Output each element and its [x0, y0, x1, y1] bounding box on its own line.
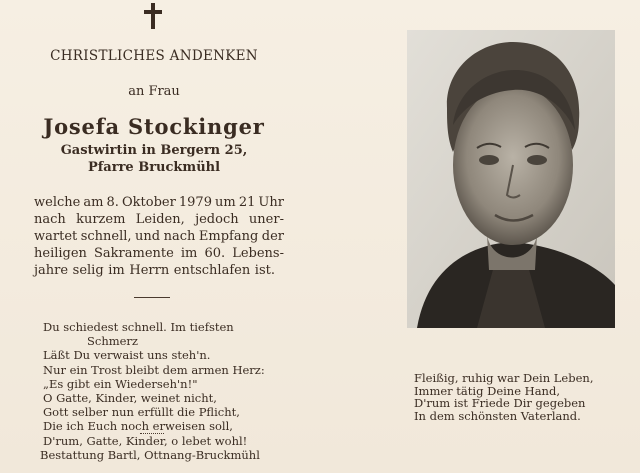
notice-word: 8. [106, 195, 119, 210]
notice-word: heiligen [34, 246, 87, 261]
notice-word: nach [163, 229, 196, 244]
notice-word: schnell, [80, 229, 132, 244]
cross-icon [143, 3, 163, 29]
poem-line: Läßt Du verwaist uns steh'n. [43, 348, 211, 363]
notice-word: jahre [34, 263, 69, 278]
death-notice [34, 194, 284, 279]
verse-line: D'rum ist Friede Dir gegeben [414, 396, 586, 411]
salutation: an Frau [128, 84, 180, 99]
poem [43, 320, 293, 448]
poem-line: O Gatte, Kinder, weinet nicht, [43, 391, 217, 406]
poem-line: Gott selber nun erfüllt die Pflicht, [43, 405, 240, 420]
notice-word: 60. [204, 246, 226, 261]
occupation-line-1: Gastwirtin in Bergern 25, [60, 143, 248, 158]
divider-line [134, 297, 170, 298]
notice-word: der [261, 229, 284, 244]
verse [414, 372, 593, 422]
notice-word: 21 [238, 195, 256, 210]
notice-word: Lebens- [232, 246, 284, 261]
notice-word: selig [72, 263, 104, 278]
notice-word: im [108, 263, 125, 278]
poem-line: Du schiedest schnell. Im tiefsten [43, 320, 234, 334]
notice-word: 1979 [178, 195, 212, 210]
notice-word: ist. [254, 263, 275, 278]
notice-word: welche [34, 195, 81, 210]
notice-word: um [215, 195, 236, 210]
notice-word: Empfang [198, 229, 259, 244]
notice-word: entschlafen [173, 263, 251, 278]
notice-word: am [83, 195, 104, 210]
notice-word: Oktober [122, 195, 176, 210]
verse-line: Fleißig, ruhig war Dein Leben, [414, 371, 594, 385]
notice-word: Herrn [129, 263, 170, 278]
notice-word: jedoch [195, 212, 239, 227]
poem-line: D'rum, Gatte, Kinder, o lebet wohl! [43, 433, 248, 448]
notice-line [34, 262, 284, 279]
verse-line: In dem schönsten Vaterland. [414, 408, 581, 423]
notice-word: Uhr [258, 195, 284, 210]
notice-line [34, 211, 284, 228]
notice-word: uner- [248, 212, 284, 227]
notice-word: und [135, 229, 161, 244]
deceased-name: Josefa Stockinger [43, 114, 265, 139]
notice-line [34, 194, 284, 211]
poem-line: „Es gibt ein Wiederseh'n!" [43, 376, 198, 391]
notice-word: Sakramente [94, 246, 174, 261]
portrait-photo [407, 30, 615, 328]
occupation-line-2: Pfarre Bruckmühl [87, 160, 221, 175]
dotted-divider [140, 433, 164, 435]
notice-line [34, 245, 284, 262]
notice-word: Leiden, [135, 212, 185, 227]
notice-word: kurzem [76, 212, 126, 227]
verse-line: Immer tätig Deine Hand, [414, 383, 560, 398]
poem-line: Die ich Euch noch erweisen soll, [43, 419, 233, 434]
notice-line [34, 228, 284, 245]
notice-word: wartet [34, 229, 78, 244]
notice-word: nach [34, 212, 66, 227]
card-heading: CHRISTLICHES ANDENKEN [50, 48, 258, 64]
funeral-home-footer: Bestattung Bartl, Ottnang-Bruckmühl [40, 448, 260, 462]
poem-line: Nur ein Trost bleibt dem armen Herz: [43, 362, 265, 377]
notice-word: im [180, 246, 198, 261]
poem-line: Schmerz [87, 334, 138, 349]
